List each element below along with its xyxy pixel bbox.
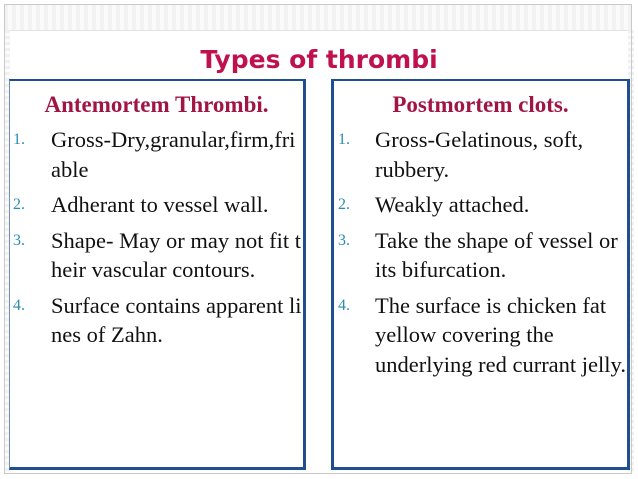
postmortem-panel bbox=[331, 79, 630, 470]
item-number: 3. bbox=[338, 231, 350, 249]
item-text: The surface is chicken fat yellow covering the underlying red currant jelly. bbox=[375, 292, 626, 377]
postmortem-heading: Postmortem clots. bbox=[392, 92, 569, 117]
item-number: 4. bbox=[13, 296, 25, 314]
item-text: Weakly attached. bbox=[375, 192, 530, 217]
list-item bbox=[10, 125, 302, 184]
item-number: 1. bbox=[338, 131, 350, 148]
item-text: Adherant to vessel wall. bbox=[51, 192, 269, 217]
postmortem-list bbox=[334, 125, 628, 385]
item-number: 2. bbox=[338, 196, 350, 213]
list-item bbox=[334, 226, 628, 285]
item-number: 3. bbox=[13, 231, 25, 249]
item-number: 1. bbox=[13, 131, 25, 148]
list-item bbox=[334, 190, 628, 220]
item-text: Take the shape of vessel or its bifurcation. bbox=[375, 227, 618, 282]
list-item bbox=[334, 291, 628, 380]
item-text: Shape- May or may not fit their vascular contours. bbox=[51, 227, 301, 282]
antemortem-panel bbox=[9, 79, 306, 470]
list-item bbox=[334, 125, 628, 184]
antemortem-heading: Antemortem Thrombi. bbox=[44, 92, 269, 117]
list-item bbox=[10, 190, 302, 220]
item-number: 2. bbox=[13, 196, 25, 213]
list-item bbox=[10, 291, 302, 350]
list-item bbox=[10, 226, 302, 285]
antemortem-list bbox=[10, 125, 302, 356]
item-text: Gross-Gelatinous, soft, rubbery. bbox=[375, 127, 584, 182]
item-text: Surface contains apparent lines of Zahn. bbox=[51, 292, 302, 347]
slide-title: Types of thrombi bbox=[200, 45, 438, 74]
item-number: 4. bbox=[338, 296, 350, 314]
item-text: Gross-Dry,granular,firm,friable bbox=[51, 127, 296, 182]
